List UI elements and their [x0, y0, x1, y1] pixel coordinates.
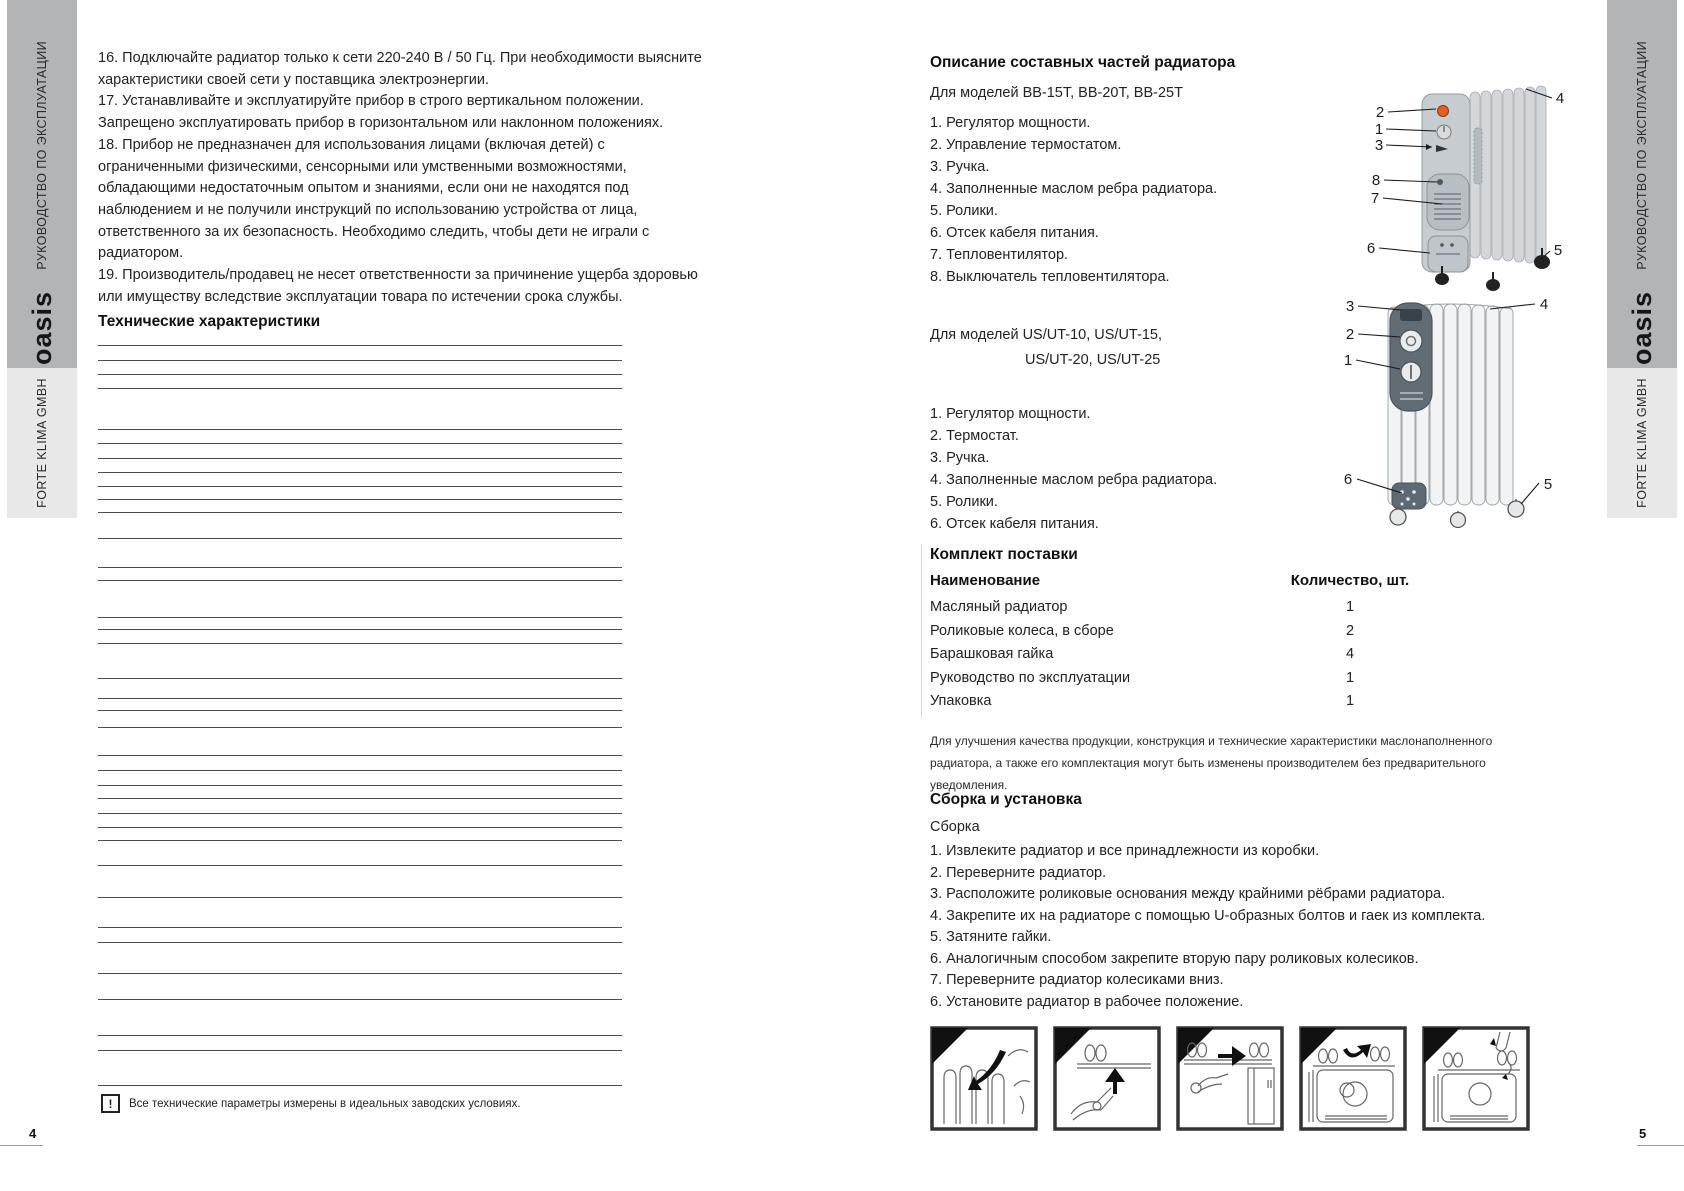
callout-number: 4 [1555, 90, 1565, 107]
right-sidebar [1607, 0, 1677, 1191]
ruled-line [98, 865, 622, 866]
ruled-line [98, 429, 622, 430]
page-number-rule-left [0, 1145, 43, 1146]
callout-number: 3 [1345, 298, 1355, 315]
callout-number: 7 [1370, 190, 1380, 207]
callout-number: 8 [1371, 172, 1381, 189]
column-header-name: Наименование [930, 572, 1041, 589]
list-item: 1. Регулятор мощности. [930, 115, 1091, 131]
row-qty: 2 [1345, 622, 1355, 639]
ruled-line [98, 897, 622, 898]
page-number-rule-right [1637, 1145, 1684, 1146]
ruled-line [98, 617, 622, 618]
oasis-logo: oasis [26, 290, 57, 366]
ruled-line [98, 388, 622, 389]
table-row [930, 646, 1450, 670]
list-item: 7. Тепловентилятор. [930, 247, 1069, 263]
ruled-line [98, 1085, 622, 1086]
models-usut-lines [930, 323, 1162, 373]
assembly-step-illustration [1176, 1026, 1284, 1131]
callout-number: 2 [1375, 104, 1385, 121]
parts-description-heading: Описание составных частей радиатора [930, 54, 1236, 71]
row-qty: 1 [1345, 693, 1355, 709]
footnote-text: Все технические параметры измерены в идеальных заводских условиях. [129, 1097, 521, 1110]
row-name: Роликовые колеса, в сборе [930, 622, 1114, 639]
row-qty: 1 [1345, 669, 1355, 686]
ruled-line [98, 443, 622, 444]
assembly-step-illustration [1053, 1026, 1161, 1131]
list-item: 4. Заполненные маслом ребра радиатора. [930, 472, 1218, 488]
right-page [930, 48, 1565, 1148]
oasis-logo: oasis [1626, 290, 1657, 366]
parts-list-bb [930, 112, 1217, 288]
ruled-line [98, 770, 622, 771]
callout-number: 6 [1343, 471, 1353, 488]
table-row [930, 599, 1450, 623]
list-item: 6. Аналогичным способом закрепите вторую пару роликовых колесиков. [930, 950, 1419, 967]
package-table [930, 572, 1450, 717]
table-row [930, 693, 1450, 717]
list-item: 3. Расположите роликовые основания между крайними рёбрами радиатора. [930, 886, 1446, 902]
ruled-line [98, 538, 622, 539]
left-manual-label-slot [7, 38, 77, 273]
callout-number: 5 [1543, 476, 1553, 493]
left-sidebar [7, 0, 77, 1191]
assembly-heading: Сборка и установка [930, 791, 1082, 808]
right-sidebar-dark-band [1607, 0, 1677, 368]
ruled-line [98, 1050, 622, 1051]
safety-paragraph-18: 18. Прибор не предназначен для использования лицами (включая детей) с ограниченными физическими, сенсорными или умственными возможностями, обладающими недостаточным опытом и знаниями, если они не находятся под наблюдением и не получили инструкций по использованию устройства от лица, ответственного за их безопасность. Необходимо следить, чтобы дети не играли с радиатором. [98, 136, 650, 262]
callout-number: 1 [1343, 352, 1353, 369]
cable-compartment [1392, 483, 1426, 509]
company-name-vertical: FORTE KLIMA GMBH [35, 378, 49, 508]
safety-paragraph-16: 16. Подключайте радиатор только к сети 220-240 В / 50 Гц. При необходимости выясните характеристики своей сети у поставщика электроэнергии. [98, 50, 702, 88]
assembly-step-illustration [1299, 1026, 1407, 1131]
left-sidebar-dark-band [7, 0, 77, 368]
ruled-line [98, 798, 622, 799]
ruled-line [98, 580, 622, 581]
callout-number: 3 [1374, 137, 1384, 154]
models-bb-line: Для моделей ВВ-15Т, ВВ-20Т, ВВ-25Т [930, 85, 1183, 101]
list-item: 5. Ролики. [930, 203, 998, 219]
list-item: 2. Переверните радиатор. [930, 864, 1107, 881]
right-manual-label-slot [1607, 38, 1677, 273]
assembly-steps-list [930, 841, 1485, 1013]
models-usut-line2: US/UT-20, US/UT-25 [1025, 352, 1161, 368]
ruled-line [98, 486, 622, 487]
right-company-slot [1607, 376, 1677, 510]
ruled-line [98, 360, 622, 361]
ruled-line [98, 345, 622, 346]
footnote [101, 1094, 521, 1113]
radiator-figure-bb [1330, 76, 1580, 296]
row-name: Барашковая гайка [930, 646, 1054, 662]
row-qty: 1 [1345, 599, 1355, 615]
package-section-divider [921, 544, 922, 718]
ruled-line [98, 813, 622, 814]
ruled-line [98, 458, 622, 459]
right-sidebar-light-band [1607, 368, 1677, 518]
list-item: 8. Выключатель тепловентилятора. [930, 269, 1170, 285]
left-brand-slot [7, 292, 77, 364]
ruled-line [98, 1035, 622, 1036]
tech-ruled-lines [98, 345, 622, 1105]
ruled-line [98, 840, 622, 841]
list-item: 1. Извлеките радиатор и все принадлежности из коробки. [930, 843, 1320, 859]
page-number-right: 5 [1639, 1126, 1647, 1141]
page-number-left: 4 [29, 1126, 37, 1141]
table-header-row [930, 572, 1450, 599]
callout-number: 6 [1366, 240, 1376, 257]
callout-number: 4 [1539, 296, 1549, 313]
callout-number: 1 [1374, 121, 1384, 138]
list-item: 1. Регулятор мощности. [930, 406, 1091, 422]
ruled-line [98, 999, 622, 1000]
radiator-figure-usut [1330, 293, 1580, 528]
ruled-line [98, 973, 622, 974]
quality-disclaimer: Для улучшения качества продукции, конструкция и технические характеристики маслонаполненного радиатора, а также его комплектация могут быть изменены производителем без предварительного уведомления. [930, 734, 1493, 792]
list-item: 5. Ролики. [930, 494, 998, 510]
list-item: 2. Термостат. [930, 428, 1019, 444]
table-row [930, 670, 1450, 694]
fan-switch [1437, 179, 1443, 185]
safety-paragraph-17: 17. Устанавливайте и эксплуатируйте прибор в строго вертикальном положении. Запрещено эксплуатировать прибор в горизонтальном или наклонном положениях. [98, 93, 664, 132]
ruled-line [98, 678, 622, 679]
power-indicator [1438, 106, 1449, 117]
ruled-line [98, 727, 622, 728]
tech-specs-heading: Технические характеристики [98, 313, 321, 330]
ruled-line [98, 755, 622, 756]
manual-title-vertical: РУКОВОДСТВО ПО ЭКСПЛУАТАЦИИ [35, 41, 49, 270]
ruled-line [98, 499, 622, 500]
ruled-line [98, 567, 622, 568]
package-heading: Комплект поставки [930, 546, 1078, 563]
list-item: 4. Закрепите их на радиаторе с помощью U-образных болтов и гаек из комплекта. [930, 907, 1486, 924]
thermostat-knob [1400, 330, 1422, 352]
list-item: 6. Установите радиатор в рабочее положение. [930, 993, 1244, 1010]
right-brand-slot [1607, 292, 1677, 364]
assembly-step-illustration [1422, 1026, 1530, 1131]
ruled-line [98, 374, 622, 375]
parts-list-usut [930, 403, 1217, 535]
row-name: Упаковка [930, 693, 992, 709]
ruled-line [98, 927, 622, 928]
callout-number: 5 [1553, 242, 1563, 259]
assembly-illustrations-row [930, 1026, 1530, 1131]
row-name: Масляный радиатор [930, 599, 1068, 615]
models-usut-line1: Для моделей US/UT-10, US/UT-15, [930, 327, 1162, 343]
column-header-qty: Количество, шт. [1290, 572, 1410, 589]
safety-paragraph-19: 19. Производитель/продавец не несет ответственности за причинение ущерба здоровью или имуществу вследствие эксплуатации товара по истечении срока службы. [98, 267, 698, 305]
row-qty: 4 [1345, 646, 1355, 662]
ruled-line [98, 472, 622, 473]
left-company-slot [7, 376, 77, 510]
ruled-line [98, 643, 622, 644]
ruled-line [98, 710, 622, 711]
callout-number: 2 [1345, 326, 1355, 343]
list-item: 5. Затяните гайки. [930, 929, 1052, 945]
exclamation-icon: ! [101, 1094, 120, 1113]
assembly-subheading: Сборка [930, 819, 980, 835]
ruled-line [98, 698, 622, 699]
ruled-line [98, 942, 622, 943]
list-item: 3. Ручка. [930, 450, 990, 466]
ruled-line [98, 512, 622, 513]
left-page [98, 48, 712, 1148]
list-item: 3. Ручка. [930, 159, 990, 175]
assembly-step-illustration [930, 1026, 1038, 1131]
ruled-line [98, 827, 622, 828]
list-item: 2. Управление термостатом. [930, 137, 1122, 153]
left-sidebar-light-band [7, 368, 77, 518]
list-item: 4. Заполненные маслом ребра радиатора. [930, 181, 1218, 197]
list-item: 6. Отсек кабеля питания. [930, 225, 1099, 241]
row-name: Руководство по эксплуатации [930, 669, 1131, 686]
handle-recess [1400, 309, 1422, 321]
ruled-line [98, 785, 622, 786]
manual-title-vertical: РУКОВОДСТВО ПО ЭКСПЛУАТАЦИИ [1635, 41, 1649, 270]
company-name-vertical: FORTE KLIMA GMBH [1635, 378, 1649, 508]
list-item: 6. Отсек кабеля питания. [930, 516, 1099, 532]
table-row [930, 623, 1450, 647]
list-item: 7. Переверните радиатор колесиками вниз. [930, 972, 1224, 988]
ruled-line [98, 629, 622, 630]
